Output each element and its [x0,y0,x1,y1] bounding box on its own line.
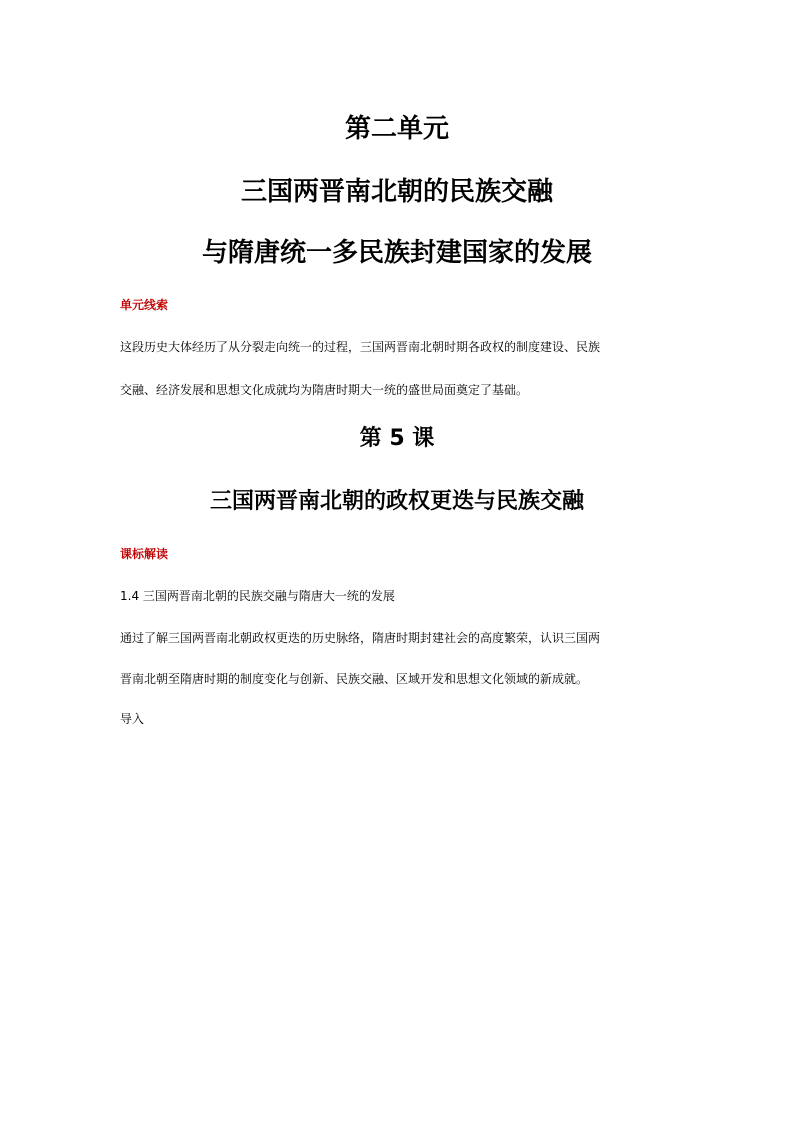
unit-subtitle-line1: 三国两晋南北朝的民族交融 [240,177,553,207]
standard-reading-line2: 晋南北朝至隋唐时期的制度变化与创新、民族交融、区域开发和思想文化领域的新成就。 [120,672,589,686]
unit-subtitle-line2: 与隋唐统一多民族封建国家的发展 [201,238,592,268]
unit-clue-heading: 单元线索 [120,298,169,312]
standard-reading-heading: 课标解读 [120,547,169,561]
unit-clue-line1: 这段历史大体经历了从分裂走向统一的过程，三国两晋南北朝时期各政权的制度建设、民族 [120,340,601,354]
standard-reading-line1: 通过了解三国两晋南北朝政权更迭的历史脉络，隋唐时期封建社会的高度繁荣，认识三国两 [120,631,601,645]
lesson-number: 第 5 课 [359,426,435,451]
unit-clue-line2: 交融、经济发展和思想文化成就均为隋唐时期大一统的盛世局面奠定了基础。 [120,383,529,397]
intro-label: 导入 [120,712,145,726]
standard-reading-item: 1.4 三国两晋南北朝的民族交融与隋唐大一统的发展 [120,589,395,603]
lesson-title: 三国两晋南北朝的政权更迭与民族交融 [209,489,584,514]
unit-title: 第二单元 [344,114,449,144]
